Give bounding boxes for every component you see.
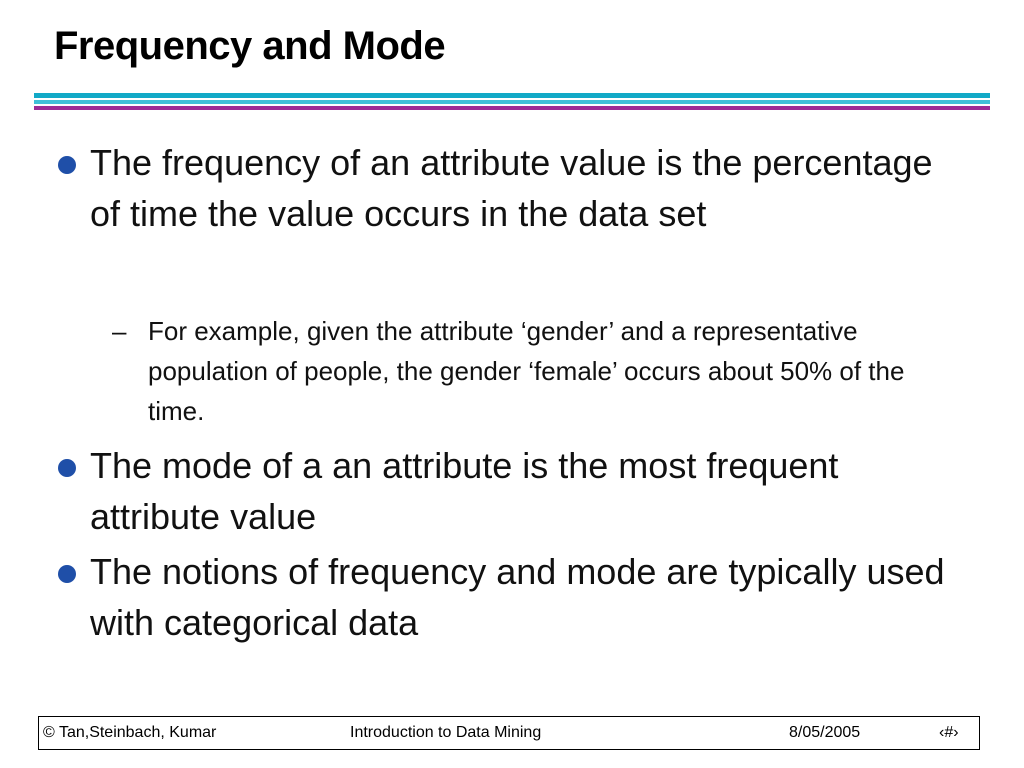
- bullet-frequency: The frequency of an attribute value is the percentage of time the value occurs in the data set: [90, 142, 933, 234]
- footer-date: 8/05/2005: [789, 724, 861, 741]
- slide-title: Frequency and Mode: [54, 24, 446, 68]
- slide-footer: [38, 716, 980, 750]
- sub-bullet-dash: –: [112, 316, 127, 346]
- footer-copyright: © Tan,Steinbach, Kumar: [43, 724, 217, 741]
- bullet-dot-icon: [58, 565, 76, 583]
- sub-bullet-gender-example: For example, given the attribute ‘gender’ and a representative population of people, the gender ‘female’ occurs about 50% of the time.: [148, 316, 905, 426]
- bullet-dot-icon: [58, 156, 76, 174]
- bullet-mode: The mode of a an attribute is the most frequent attribute value: [90, 445, 839, 537]
- bullet-categorical: The notions of frequency and mode are typically used with categorical data: [90, 551, 945, 643]
- bullet-dot-icon: [58, 459, 76, 477]
- footer-course-title: Introduction to Data Mining: [350, 724, 542, 741]
- footer-page-number: ‹#›: [939, 724, 959, 741]
